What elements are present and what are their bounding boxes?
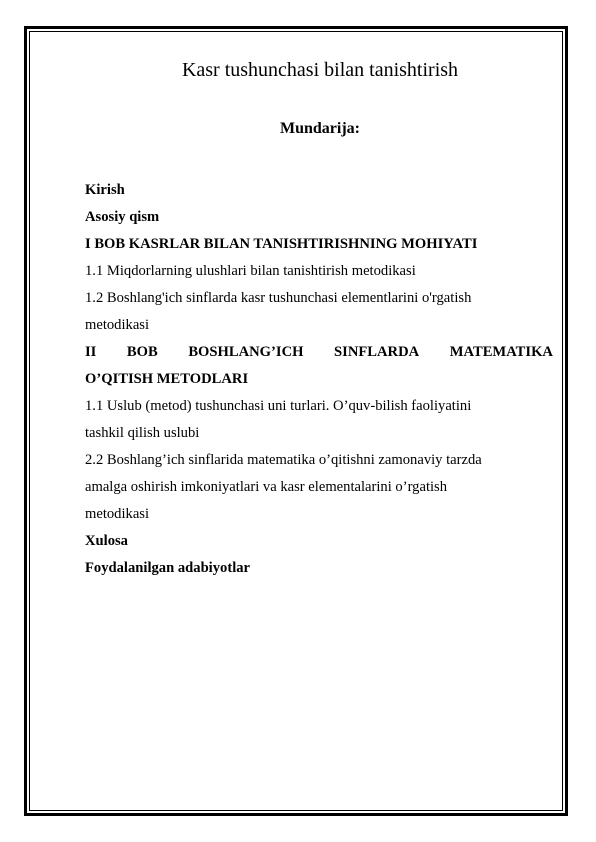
toc-item-references: Foydalanilgan adabiyotlar: [85, 560, 251, 576]
toc-item-chapter-2-line-1: [85, 339, 553, 366]
toc-item-section-1-2-line-1: 1.2 Boshlang'ich sinflarda kasr tushunchasi elementlarini o'rgatish: [85, 290, 472, 306]
toc-item-section-2-2-line-1: 2.2 Boshlang’ich sinflarida matematika o’qitishni zamonaviy tarzda: [85, 452, 482, 468]
toc-item-section-1-2-line-2: metodikasi: [85, 317, 150, 333]
document-title: Kasr tushunchasi bilan tanishtirish: [181, 59, 459, 81]
toc-word: BOB: [126, 344, 158, 360]
toc-word: MATEMATIKA: [449, 344, 553, 360]
toc-word: SINFLARDA: [334, 344, 420, 360]
toc-item-section-2-2-line-2: amalga oshirish imkoniyatlari va kasr elementalarini o’rgatish: [85, 479, 448, 495]
toc-heading: Mundarija:: [280, 120, 360, 137]
toc-item-chapter-1: I BOB KASRLAR BILAN TANISHTIRISHNING MOHIYATI: [85, 236, 478, 252]
toc-item-section-2-1-line-1: 1.1 Uslub (metod) tushunchasi uni turlari. O’quv-bilish faoliyatini: [85, 398, 472, 414]
toc-item-section-1-1: 1.1 Miqdorlarning ulushlari bilan tanishtirish metodikasi: [85, 263, 416, 279]
toc-item-intro: Kirish: [85, 182, 125, 198]
table-of-contents: [85, 177, 553, 582]
toc-item-section-2-1-line-2: tashkil qilish uslubi: [85, 425, 200, 441]
toc-item-section-2-2-line-3: metodikasi: [85, 506, 150, 522]
toc-item-main-part: Asosiy qism: [85, 209, 160, 225]
toc-item-conclusion: Xulosa: [85, 533, 128, 549]
toc-word: BOSHLANG’ICH: [188, 344, 304, 360]
toc-item-chapter-2-line-2: O’QITISH METODLARI: [85, 371, 249, 387]
toc-word: II: [85, 344, 97, 360]
